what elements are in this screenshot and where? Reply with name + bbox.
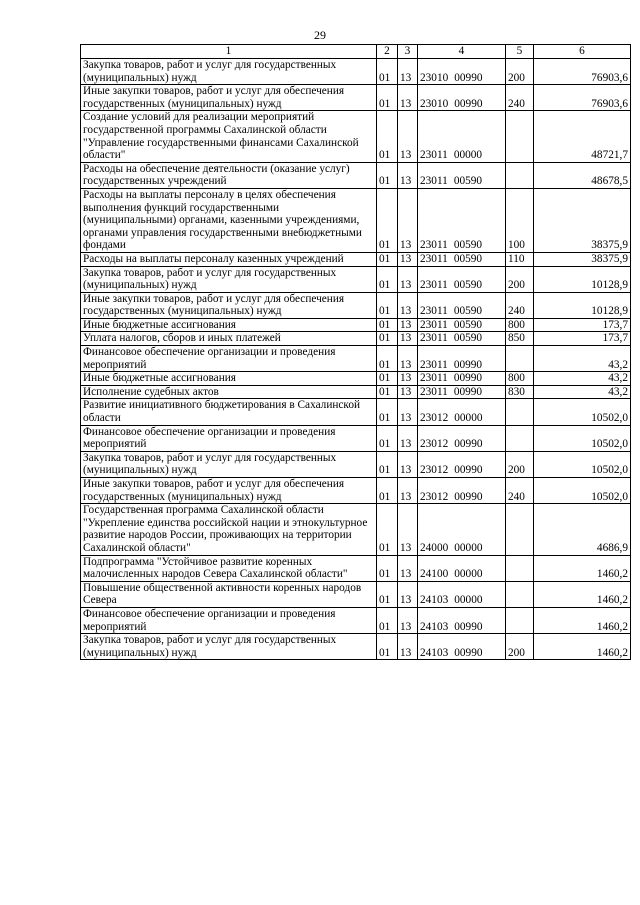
- row-subsection: 13: [398, 634, 418, 660]
- row-amount: 43,2: [534, 346, 631, 372]
- table-row: [81, 318, 631, 332]
- table-row: [81, 372, 631, 386]
- row-target-article-direction: 00000: [454, 541, 483, 554]
- row-name: Государственная программа Сахалинской области "Укрепление единства российской нации и этнокультурное развитие народов России, проживающих на территории Сахалинской области": [81, 504, 377, 555]
- row-name: Расходы на выплаты персоналу казенных учреждений: [81, 252, 377, 266]
- row-target-article-program: 23011: [420, 239, 448, 252]
- row-target-article-direction: 00990: [454, 438, 483, 451]
- row-name: Финансовое обеспечение организации и проведения мероприятий: [81, 425, 377, 451]
- row-target-article: [418, 346, 506, 372]
- row-target-article-program: 23011: [420, 332, 448, 345]
- row-amount: 10502,0: [534, 399, 631, 425]
- row-name: Уплата налогов, сборов и иных платежей: [81, 332, 377, 346]
- row-name: Расходы на обеспечение деятельности (оказание услуг) государственных учреждений: [81, 162, 377, 188]
- header-row: [81, 45, 631, 59]
- row-amount: 1460,2: [534, 634, 631, 660]
- row-target-article-direction: 00000: [454, 594, 483, 607]
- row-target-article-direction: 00990: [453, 372, 483, 385]
- row-target-article-direction: 00990: [454, 71, 483, 84]
- row-amount: 10502,0: [534, 478, 631, 504]
- row-section: 01: [377, 332, 398, 346]
- row-subsection: 13: [398, 504, 418, 555]
- col-header-amount: 6: [534, 45, 631, 59]
- row-target-article: [418, 555, 506, 581]
- row-target-article: [418, 85, 506, 111]
- table-row: [81, 332, 631, 346]
- table-row: [81, 451, 631, 477]
- table-row: [81, 555, 631, 581]
- col-header-expense-type: 5: [506, 45, 534, 59]
- row-amount: 38375,9: [534, 252, 631, 266]
- row-target-article-program: 24100: [420, 568, 449, 581]
- row-target-article-direction: 00990: [454, 620, 483, 633]
- row-target-article: [418, 607, 506, 633]
- row-expense-type: 830: [506, 385, 534, 399]
- row-target-article: [418, 504, 506, 555]
- row-section: 01: [377, 385, 398, 399]
- row-section: 01: [377, 162, 398, 188]
- row-amount: 48678,5: [534, 162, 631, 188]
- row-section: 01: [377, 399, 398, 425]
- table-row: [81, 425, 631, 451]
- row-target-article: [418, 252, 506, 266]
- row-name: Закупка товаров, работ и услуг для государственных (муниципальных) нужд: [81, 266, 377, 292]
- row-subsection: 13: [398, 252, 418, 266]
- row-section: 01: [377, 318, 398, 332]
- table-row: [81, 581, 631, 607]
- row-target-article-direction: 00990: [454, 490, 483, 503]
- row-name: Расходы на выплаты персоналу в целях обеспечения выполнения функций государственными (муниципальными) органами, казенными учреждениями, органами управления государственными внебюджетными фондами: [81, 188, 377, 252]
- row-expense-type: 240: [506, 85, 534, 111]
- table-row: [81, 385, 631, 399]
- row-target-article-program: 24000: [420, 541, 449, 554]
- row-name: Исполнение судебных актов: [81, 385, 377, 399]
- row-target-article: [418, 111, 506, 162]
- row-section: 01: [377, 451, 398, 477]
- row-amount: 38375,9: [534, 188, 631, 252]
- row-expense-type: 100: [506, 188, 534, 252]
- row-target-article-program: 23012: [420, 464, 449, 477]
- row-section: 01: [377, 59, 398, 85]
- row-target-article-program: 24103: [420, 620, 449, 633]
- row-expense-type: [506, 607, 534, 633]
- row-target-article-direction: 00590: [453, 279, 483, 292]
- row-target-article-direction: 00000: [454, 568, 483, 581]
- row-target-article-program: 23011: [420, 372, 448, 385]
- row-subsection: 13: [398, 607, 418, 633]
- row-target-article: [418, 372, 506, 386]
- row-name: Закупка товаров, работ и услуг для государственных (муниципальных) нужд: [81, 451, 377, 477]
- row-subsection: 13: [398, 581, 418, 607]
- row-name: Закупка товаров, работ и услуг для государственных (муниципальных) нужд: [81, 59, 377, 85]
- row-target-article-program: 24103: [420, 646, 449, 659]
- row-subsection: 13: [398, 425, 418, 451]
- budget-table: [80, 44, 631, 660]
- row-target-article-program: 23011: [420, 305, 448, 318]
- row-target-article: [418, 634, 506, 660]
- row-target-article: [418, 266, 506, 292]
- row-section: 01: [377, 607, 398, 633]
- row-amount: 10128,9: [534, 292, 631, 318]
- table-row: [81, 607, 631, 633]
- row-expense-type: 110: [506, 252, 534, 266]
- table-row: [81, 162, 631, 188]
- row-section: 01: [377, 85, 398, 111]
- row-target-article: [418, 162, 506, 188]
- row-target-article-program: 23011: [420, 358, 448, 371]
- row-subsection: 13: [398, 59, 418, 85]
- table-row: [81, 478, 631, 504]
- row-amount: 173,7: [534, 318, 631, 332]
- table-row: [81, 504, 631, 555]
- table-row: [81, 399, 631, 425]
- row-name: Создание условий для реализации мероприятий государственной программы Сахалинской области "Управление государственными финансами Сахалинской области": [81, 111, 377, 162]
- row-amount: 4686,9: [534, 504, 631, 555]
- row-expense-type: 200: [506, 634, 534, 660]
- row-name: Иные закупки товаров, работ и услуг для обеспечения государственных (муниципальных) нужд: [81, 478, 377, 504]
- row-target-article-program: 24103: [420, 594, 449, 607]
- page-number: 29: [314, 28, 326, 42]
- row-target-article: [418, 385, 506, 399]
- row-section: 01: [377, 372, 398, 386]
- row-target-article: [418, 425, 506, 451]
- row-amount: 10502,0: [534, 425, 631, 451]
- row-target-article-direction: 00000: [453, 149, 483, 162]
- table-row: [81, 292, 631, 318]
- row-expense-type: [506, 425, 534, 451]
- row-target-article: [418, 318, 506, 332]
- table-row: [81, 85, 631, 111]
- row-section: 01: [377, 478, 398, 504]
- row-expense-type: 800: [506, 372, 534, 386]
- row-name: Развитие инициативного бюджетирования в Сахалинской области: [81, 399, 377, 425]
- row-target-article-program: 23011: [420, 385, 448, 398]
- row-target-article-program: 23011: [420, 175, 448, 188]
- row-target-article-direction: 00000: [454, 412, 483, 425]
- row-expense-type: 850: [506, 332, 534, 346]
- row-name: Подпрограмма "Устойчивое развитие коренных малочисленных народов Севера Сахалинской области": [81, 555, 377, 581]
- row-amount: 43,2: [534, 372, 631, 386]
- row-expense-type: 200: [506, 266, 534, 292]
- table-row: [81, 266, 631, 292]
- row-section: 01: [377, 581, 398, 607]
- row-name: Закупка товаров, работ и услуг для государственных (муниципальных) нужд: [81, 634, 377, 660]
- row-expense-type: 200: [506, 451, 534, 477]
- table-row: [81, 59, 631, 85]
- row-expense-type: [506, 399, 534, 425]
- row-subsection: 13: [398, 346, 418, 372]
- row-target-article-program: 23012: [420, 490, 449, 503]
- row-expense-type: [506, 555, 534, 581]
- row-amount: 1460,2: [534, 607, 631, 633]
- row-subsection: 13: [398, 399, 418, 425]
- row-target-article-program: 23011: [420, 252, 448, 265]
- row-name: Иные закупки товаров, работ и услуг для обеспечения государственных (муниципальных) нужд: [81, 292, 377, 318]
- row-target-article-program: 23010: [420, 97, 449, 110]
- row-target-article-direction: 00990: [453, 358, 483, 371]
- row-target-article-direction: 00990: [453, 385, 483, 398]
- row-name: Финансовое обеспечение организации и проведения мероприятий: [81, 607, 377, 633]
- row-target-article-direction: 00990: [454, 464, 483, 477]
- row-target-article-program: 23011: [420, 149, 448, 162]
- row-section: 01: [377, 252, 398, 266]
- row-subsection: 13: [398, 292, 418, 318]
- row-subsection: 13: [398, 162, 418, 188]
- table-row: [81, 346, 631, 372]
- row-expense-type: 800: [506, 318, 534, 332]
- row-expense-type: [506, 581, 534, 607]
- row-target-article: [418, 188, 506, 252]
- row-subsection: 13: [398, 266, 418, 292]
- row-target-article-direction: 00590: [453, 305, 483, 318]
- row-target-article: [418, 478, 506, 504]
- row-amount: 76903,6: [534, 59, 631, 85]
- row-expense-type: [506, 346, 534, 372]
- row-section: 01: [377, 292, 398, 318]
- row-section: 01: [377, 634, 398, 660]
- row-target-article: [418, 399, 506, 425]
- row-expense-type: [506, 162, 534, 188]
- row-subsection: 13: [398, 111, 418, 162]
- row-name: Финансовое обеспечение организации и проведения мероприятий: [81, 346, 377, 372]
- col-header-target-article: 4: [418, 45, 506, 59]
- col-header-name: 1: [81, 45, 377, 59]
- table-row: [81, 252, 631, 266]
- row-section: 01: [377, 346, 398, 372]
- row-target-article-direction: 00590: [453, 252, 483, 265]
- row-section: 01: [377, 188, 398, 252]
- row-target-article-direction: 00990: [454, 646, 483, 659]
- row-target-article-direction: 00590: [453, 175, 483, 188]
- table-row: [81, 111, 631, 162]
- row-target-article-direction: 00590: [453, 239, 483, 252]
- row-amount: 48721,7: [534, 111, 631, 162]
- row-expense-type: 240: [506, 478, 534, 504]
- row-amount: 1460,2: [534, 555, 631, 581]
- row-amount: 173,7: [534, 332, 631, 346]
- row-subsection: 13: [398, 478, 418, 504]
- row-expense-type: 200: [506, 59, 534, 85]
- row-amount: 10128,9: [534, 266, 631, 292]
- row-target-article-direction: 00590: [453, 332, 483, 345]
- row-section: 01: [377, 111, 398, 162]
- row-target-article-program: 23010: [420, 71, 449, 84]
- row-section: 01: [377, 266, 398, 292]
- row-subsection: 13: [398, 188, 418, 252]
- row-target-article-program: 23012: [420, 438, 449, 451]
- row-section: 01: [377, 504, 398, 555]
- row-subsection: 13: [398, 332, 418, 346]
- col-header-section: 2: [377, 45, 398, 59]
- row-target-article: [418, 59, 506, 85]
- row-subsection: 13: [398, 451, 418, 477]
- row-subsection: 13: [398, 555, 418, 581]
- row-expense-type: [506, 111, 534, 162]
- row-subsection: 13: [398, 385, 418, 399]
- table-row: [81, 188, 631, 252]
- row-amount: 43,2: [534, 385, 631, 399]
- row-amount: 10502,0: [534, 451, 631, 477]
- row-target-article-program: 23011: [420, 279, 448, 292]
- row-target-article-program: 23012: [420, 412, 449, 425]
- row-name: Повышение общественной активности коренных народов Севера: [81, 581, 377, 607]
- row-expense-type: 240: [506, 292, 534, 318]
- row-target-article-direction: 00590: [453, 318, 483, 331]
- row-name: Иные закупки товаров, работ и услуг для обеспечения государственных (муниципальных) нужд: [81, 85, 377, 111]
- row-amount: 1460,2: [534, 581, 631, 607]
- row-expense-type: [506, 504, 534, 555]
- row-target-article: [418, 581, 506, 607]
- row-name: Иные бюджетные ассигнования: [81, 318, 377, 332]
- row-amount: 76903,6: [534, 85, 631, 111]
- table-row: [81, 634, 631, 660]
- row-name: Иные бюджетные ассигнования: [81, 372, 377, 386]
- row-target-article: [418, 292, 506, 318]
- col-header-subsection: 3: [398, 45, 418, 59]
- row-section: 01: [377, 555, 398, 581]
- row-subsection: 13: [398, 318, 418, 332]
- row-target-article-direction: 00990: [454, 97, 483, 110]
- row-subsection: 13: [398, 372, 418, 386]
- row-section: 01: [377, 425, 398, 451]
- row-target-article: [418, 451, 506, 477]
- row-subsection: 13: [398, 85, 418, 111]
- row-target-article: [418, 332, 506, 346]
- row-target-article-program: 23011: [420, 318, 448, 331]
